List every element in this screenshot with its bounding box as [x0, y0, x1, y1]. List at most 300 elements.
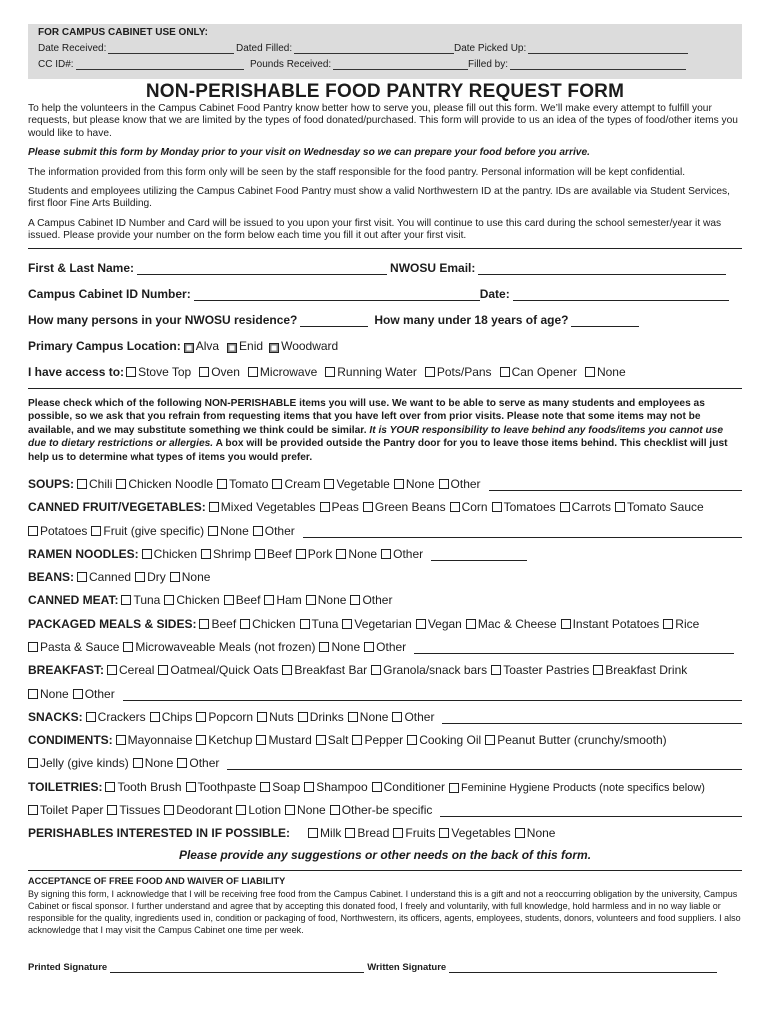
checklist-option	[123, 640, 315, 654]
checklist-option	[300, 617, 339, 631]
checkbox-ramen-pork[interactable]	[296, 549, 306, 559]
access-option	[126, 365, 191, 379]
checklist-option	[256, 733, 311, 747]
checkbox-perishables-fruits[interactable]	[393, 828, 403, 838]
checkbox-condiments-cooking-oil[interactable]	[407, 735, 417, 745]
checklist-option	[282, 663, 367, 677]
date-received-field[interactable]	[108, 45, 234, 54]
checklist-option	[28, 756, 129, 770]
option-label: Other	[362, 593, 393, 608]
checkbox-condiments-ketchup[interactable]	[196, 735, 206, 745]
checkbox-breakfast-breakfast-drink[interactable]	[593, 665, 603, 675]
checklist-option	[308, 826, 341, 840]
option-label: Chips	[161, 709, 193, 724]
filled-by-field[interactable]	[510, 61, 686, 70]
checkbox-snacks-chips[interactable]	[150, 712, 160, 722]
checklist-option	[224, 593, 261, 607]
checkbox-perishables-milk[interactable]	[308, 828, 318, 838]
checkbox-condiments-jelly-give-kinds[interactable]	[28, 758, 38, 768]
checkbox-snacks-drinks[interactable]	[298, 712, 308, 722]
under18-label: How many under 18 years of age?	[374, 312, 569, 327]
pounds-received-field[interactable]	[333, 61, 468, 70]
checkbox-canned-meat-tuna[interactable]	[121, 595, 131, 605]
other-specify-field[interactable]	[489, 479, 742, 491]
access-row	[28, 353, 742, 379]
checkbox-condiments-pepper[interactable]	[352, 735, 362, 745]
checklist-option	[253, 524, 295, 538]
checkbox-beans-canned[interactable]	[77, 572, 87, 582]
option-label: None	[181, 570, 211, 585]
option-label: Other	[264, 523, 295, 538]
location-alva: Alva	[195, 338, 220, 353]
checklist-option	[77, 570, 131, 584]
category-label-canned-fruit: CANNED FRUIT/VEGETABLES:	[28, 500, 206, 515]
checkbox-ramen-shrimp[interactable]	[201, 549, 211, 559]
option-label: Pasta & Sauce	[40, 640, 120, 654]
checkbox-snacks-none[interactable]	[348, 712, 358, 722]
office-use-box	[28, 24, 742, 79]
checkbox-canned-fruit-fruit-give-specific[interactable]	[91, 526, 101, 536]
checklist-row-breakfast	[28, 654, 742, 677]
checklist-option	[515, 826, 556, 840]
checklist-option	[593, 663, 687, 677]
checkbox-canned-fruit-mixed-vegetables[interactable]	[209, 502, 219, 512]
access-option	[500, 365, 577, 379]
checkbox-packaged-pasta-sauce[interactable]	[28, 642, 38, 652]
access-option	[199, 365, 240, 379]
access-option	[585, 365, 626, 379]
checklist-option	[316, 733, 349, 747]
signature-row	[28, 962, 742, 973]
checklist-row-snacks	[28, 701, 742, 724]
option-label: Mixed Vegetables	[220, 500, 316, 515]
divider	[28, 388, 742, 389]
option-label: Bread	[357, 826, 390, 841]
checkbox-condiments-none[interactable]	[133, 758, 143, 768]
option-label: Other	[84, 686, 115, 701]
checkbox-soups-tomato[interactable]	[217, 479, 227, 489]
other-specify-field[interactable]	[227, 758, 742, 770]
option-label: Instant Potatoes	[572, 616, 660, 631]
option-label: Chicken	[252, 616, 296, 631]
option-label: Feminine Hygiene Products (note specifics below)	[461, 781, 705, 794]
checklist-option	[142, 547, 197, 561]
option-label: Tomatoes	[503, 500, 556, 515]
checkbox-breakfast-breakfast-bar[interactable]	[282, 665, 292, 675]
checkbox-toiletries-soap[interactable]	[260, 782, 270, 792]
checklist-option	[439, 477, 481, 491]
checkbox-toiletries-none[interactable]	[285, 805, 295, 815]
checklist-option	[350, 593, 392, 607]
cabinet-id-field[interactable]	[194, 289, 480, 301]
office-use-heading: FOR CAMPUS CABINET USE ONLY:	[38, 27, 209, 38]
option-label: Microwaveable Meals (not frozen)	[135, 640, 316, 654]
location-woodward: Woodward	[281, 338, 339, 353]
checkbox-packaged-chicken[interactable]	[240, 619, 250, 629]
option-label: Drinks	[309, 709, 344, 724]
option-label: Toothpaste	[197, 779, 257, 794]
checkbox-packaged-none[interactable]	[319, 642, 329, 652]
checkbox-soups-chili[interactable]	[77, 479, 87, 489]
checkbox-microwave[interactable]	[248, 367, 258, 377]
access-option-label: Stove Top	[138, 364, 192, 379]
option-label: Other-be specific	[341, 803, 433, 818]
option-label: Tomato Sauce	[626, 500, 704, 515]
option-label: Green Beans	[374, 500, 446, 515]
checklist-option	[257, 710, 294, 724]
checklist-option	[186, 780, 257, 794]
checklist-row-beans	[28, 561, 742, 584]
checklist-row-soups	[28, 468, 742, 491]
checkbox-ramen-chicken[interactable]	[142, 549, 152, 559]
deadline-note: Please submit this form by Monday prior to your visit on Wednesday so we can prepare your food before you arrive.	[28, 147, 590, 159]
option-label: None	[331, 640, 361, 654]
other-specify-field[interactable]	[123, 689, 742, 701]
option-label: Carrots	[571, 500, 611, 515]
checkbox-perishables-none[interactable]	[515, 828, 525, 838]
checkbox-packaged-tuna[interactable]	[300, 619, 310, 629]
request-form	[28, 24, 742, 973]
checklist-option	[77, 477, 112, 491]
category-label-condiments: CONDIMENTS:	[28, 733, 113, 748]
checklist-option	[28, 640, 119, 654]
checklist-option	[177, 756, 219, 770]
checkbox-soups-chicken-noodle[interactable]	[116, 479, 126, 489]
filled-by-label: Filled by:	[468, 59, 509, 70]
email-field[interactable]	[478, 263, 726, 275]
checklist-option	[199, 617, 236, 631]
checkbox-condiments-salt[interactable]	[316, 735, 326, 745]
checkbox-packaged-microwaveable-meals-not-frozen[interactable]	[123, 642, 133, 652]
checklist-option	[466, 617, 557, 631]
checkbox-breakfast-granola-snack-bars[interactable]	[371, 665, 381, 675]
option-label: Toilet Paper	[40, 803, 104, 818]
location-enid: Enid	[239, 338, 264, 353]
checkbox-toiletries-toilet-paper[interactable]	[28, 805, 38, 815]
checkbox-canned-meat-ham[interactable]	[264, 595, 274, 605]
category-label-beans: BEANS:	[28, 570, 75, 585]
checklist-option	[133, 756, 174, 770]
checkbox-condiments-mayonnaise[interactable]	[116, 735, 126, 745]
option-label: Dry	[147, 570, 166, 585]
category-label-breakfast: BREAKFAST:	[28, 663, 105, 678]
other-specify-field[interactable]	[414, 642, 734, 654]
option-label: Cream	[284, 476, 321, 491]
checklist-option	[164, 803, 232, 817]
checkbox-pots-pans[interactable]	[425, 367, 435, 377]
email-label: NWOSU Email:	[390, 260, 476, 275]
instructions-part3: A box will be provided outside the Pantry door for you to leave those items behind. This checklist will just help us to determine what types of items you would prefer.	[28, 438, 728, 464]
checklist-option	[73, 687, 115, 701]
option-label: Corn	[461, 500, 488, 515]
checkbox-canned-fruit-tomato-sauce[interactable]	[615, 502, 625, 512]
checklist-option	[372, 780, 445, 794]
date-field[interactable]	[513, 289, 729, 301]
option-label: Vegetable	[336, 476, 390, 491]
checkbox-soups-none[interactable]	[394, 479, 404, 489]
option-label: Breakfast Drink	[605, 663, 688, 678]
checkbox-enid[interactable]	[227, 343, 237, 353]
checkbox-packaged-instant-potatoes[interactable]	[561, 619, 571, 629]
checkbox-canned-meat-beef[interactable]	[224, 595, 234, 605]
cc-id-label: CC ID#:	[38, 59, 74, 70]
checkbox-condiments-peanut-butter-crunchy-smooth[interactable]	[485, 735, 495, 745]
checkbox-condiments-other[interactable]	[177, 758, 187, 768]
checkbox-oven[interactable]	[199, 367, 209, 377]
other-specify-field[interactable]	[440, 805, 742, 817]
checklist-option	[439, 826, 510, 840]
checklist-option	[352, 733, 403, 747]
option-label: Tomato	[229, 476, 269, 491]
checklist-option	[107, 663, 154, 677]
option-label: Tuna	[311, 616, 339, 631]
category-label-toiletries: TOILETRIES:	[28, 779, 103, 794]
checkbox-snacks-nuts[interactable]	[257, 712, 267, 722]
checklist-option	[381, 547, 423, 561]
option-label: None	[220, 523, 249, 538]
option-label: Granola/snack bars	[383, 663, 488, 678]
category-label-snacks: SNACKS:	[28, 709, 83, 724]
checkbox-ramen-other[interactable]	[381, 549, 391, 559]
option-label: Tuna	[133, 593, 161, 608]
checklist-option	[450, 500, 488, 514]
waiver-heading: ACCEPTANCE OF FREE FOOD AND WAIVER OF LIABILITY	[28, 876, 286, 887]
intro-paragraph: To help the volunteers in the Campus Cabinet Food Pantry know better how to serve you, please fill out this form. We’ll make every attempt to fulfill your requests, but please know that we are limited by the types of food donated/purchased. This form will provide to us an idea of the types of food/other items you would like to have.	[28, 103, 738, 139]
checkbox-toiletries-deodorant[interactable]	[164, 805, 174, 815]
checkbox-soups-cream[interactable]	[272, 479, 282, 489]
checklist-option	[196, 733, 252, 747]
pounds-received-label: Pounds Received:	[250, 59, 332, 70]
checkbox-packaged-vegetarian[interactable]	[342, 619, 352, 629]
checkbox-beans-dry[interactable]	[135, 572, 145, 582]
waiver-text: By signing this form, I acknowledge that I will be receiving free food from the Campus Cabinet. I understand this is a gift and not a reoccurring obligation by the university, Campus Cabinet or fiscal sponsor. I further understand and agree that by accepting this donated food, I freely and voluntarily, with full knowledge, hold harmless and in no way liable or responsible for the quality, ingredients used in, condition or packaging of food, Northwestern, its officers, agents, employees, students, donors, volunteers and food suppliers. I also acknowledge that I may visit the Campus Cabinet one time per week.	[28, 888, 741, 936]
checklist-option	[492, 500, 556, 514]
checklist-option	[164, 593, 219, 607]
other-specify-field[interactable]	[431, 549, 527, 561]
checkbox-toiletries-tooth-brush[interactable]	[105, 782, 115, 792]
checkbox-woodward[interactable]	[269, 343, 279, 353]
checkbox-canned-fruit-tomatoes[interactable]	[492, 502, 502, 512]
item-checklist	[28, 468, 742, 841]
printed-signature-label: Printed Signature	[28, 962, 108, 974]
checkbox-canned-fruit-none[interactable]	[208, 526, 218, 536]
option-label: Nuts	[269, 709, 294, 724]
option-label: Other	[376, 640, 407, 654]
checklist-option	[491, 663, 589, 677]
instructions	[28, 397, 742, 465]
option-label: Soap	[272, 779, 301, 794]
checklist-option	[285, 803, 326, 817]
checklist-option	[170, 570, 211, 584]
checkbox-breakfast-oatmeal-quick-oats[interactable]	[158, 665, 168, 675]
cc-id-field[interactable]	[76, 61, 244, 70]
id-note: Students and employees utilizing the Campus Cabinet Food Pantry must show a valid Northwestern ID at the pantry. IDs are available via Student Services, first floor Fine Arts Building.	[28, 186, 730, 210]
checkbox-packaged-rice[interactable]	[663, 619, 673, 629]
checkbox-breakfast-none[interactable]	[28, 689, 38, 699]
access-option-label: Microwave	[259, 364, 318, 379]
category-label-packaged: PACKAGED MEALS & SIDES:	[28, 616, 197, 631]
dated-filled-field[interactable]	[294, 45, 454, 54]
checkbox-condiments-mustard[interactable]	[256, 735, 266, 745]
option-label: Conditioner	[383, 779, 445, 794]
checklist-option	[663, 617, 699, 631]
option-label: Peas	[331, 500, 359, 515]
checkbox-breakfast-cereal[interactable]	[107, 665, 117, 675]
option-label: Peanut Butter (crunchy/smooth)	[497, 733, 667, 748]
persons-field[interactable]	[300, 315, 368, 327]
checklist-option	[371, 663, 487, 677]
checklist-option	[208, 524, 249, 538]
option-label: Vegan	[427, 616, 462, 631]
option-label: None	[348, 546, 378, 561]
checklist-row-packaged	[28, 607, 742, 630]
checklist-option	[209, 500, 316, 514]
checkbox-breakfast-toaster-pastries[interactable]	[491, 665, 501, 675]
checklist-option	[449, 782, 705, 794]
checklist-option	[485, 733, 666, 747]
checklist-option	[394, 477, 435, 491]
option-label: None	[40, 686, 69, 701]
checkbox-toiletries-conditioner[interactable]	[372, 782, 382, 792]
printed-signature-field[interactable]	[110, 963, 364, 973]
checkbox-canned-fruit-green-beans[interactable]	[363, 502, 373, 512]
instructions-part2: It is YOUR responsibility to leave behind any foods/items you cannot use due to dietary restrictions or allergies.	[28, 424, 724, 450]
option-label: Vegetables	[451, 826, 511, 841]
option-label: Toaster Pastries	[503, 663, 590, 678]
access-option	[248, 365, 317, 379]
checklist-row-canned-meat	[28, 584, 742, 607]
cabinet-id-label: Campus Cabinet ID Number:	[28, 286, 191, 301]
option-label: Canned	[89, 570, 132, 585]
option-label: Deodorant	[176, 803, 233, 818]
checkbox-ramen-none[interactable]	[336, 549, 346, 559]
checklist-row-canned-fruit	[28, 514, 742, 537]
option-label: Chili	[89, 476, 113, 491]
checklist-option	[416, 617, 462, 631]
checkbox-perishables-bread[interactable]	[345, 828, 355, 838]
option-label: Mustard	[268, 733, 312, 748]
option-label: Chicken	[176, 593, 220, 608]
checklist-row-ramen	[28, 538, 742, 561]
checkbox-canned-fruit-other[interactable]	[253, 526, 263, 536]
option-label: Cooking Oil	[419, 733, 482, 748]
written-signature-field[interactable]	[449, 963, 717, 973]
name-field[interactable]	[137, 263, 387, 275]
checkbox-packaged-other[interactable]	[364, 642, 374, 652]
checkbox-perishables-vegetables[interactable]	[439, 828, 449, 838]
option-label: Fruit (give specific)	[103, 523, 205, 538]
under18-field[interactable]	[571, 315, 639, 327]
access-option-label: Running Water	[337, 364, 417, 379]
option-label: None	[405, 476, 435, 491]
checkbox-snacks-crackers[interactable]	[86, 712, 96, 722]
other-specify-field[interactable]	[442, 712, 742, 724]
checklist-option	[561, 617, 660, 631]
access-label: I have access to:	[28, 364, 125, 379]
checklist-option	[330, 803, 433, 817]
option-label: Jelly (give kinds)	[40, 756, 129, 771]
option-label: Other	[393, 546, 424, 561]
personal-info-section	[28, 249, 742, 379]
checkbox-beans-none[interactable]	[170, 572, 180, 582]
checklist-option	[150, 710, 193, 724]
checkbox-toiletries-lotion[interactable]	[236, 805, 246, 815]
checkbox-running-water[interactable]	[325, 367, 335, 377]
checklist-option	[364, 640, 406, 654]
checklist-option	[272, 477, 320, 491]
checkbox-canned-meat-other[interactable]	[350, 595, 360, 605]
checklist-option	[86, 710, 146, 724]
option-label: Shampoo	[316, 779, 368, 794]
checkbox-canned-meat-none[interactable]	[306, 595, 316, 605]
checkbox-canned-meat-chicken[interactable]	[164, 595, 174, 605]
checklist-row-toiletries	[28, 794, 742, 817]
checkbox-breakfast-other[interactable]	[73, 689, 83, 699]
checkbox-can-opener[interactable]	[500, 367, 510, 377]
checkbox-toiletries-other-be-specific[interactable]	[330, 805, 340, 815]
checkbox-canned-fruit-peas[interactable]	[320, 502, 330, 512]
option-label: Mac & Cheese	[477, 616, 557, 631]
checkbox-packaged-mac-cheese[interactable]	[466, 619, 476, 629]
checkbox-packaged-vegan[interactable]	[416, 619, 426, 629]
option-label: Beef	[267, 546, 292, 561]
option-label: None	[144, 756, 174, 771]
date-picked-up-field[interactable]	[528, 45, 688, 54]
checklist-option	[105, 780, 181, 794]
checkbox-toiletries-feminine-hygiene-products-note-specifics-below[interactable]	[449, 783, 459, 793]
checkbox-packaged-beef[interactable]	[199, 619, 209, 629]
checklist-option	[135, 570, 166, 584]
checkbox-snacks-other[interactable]	[392, 712, 402, 722]
option-label: Shrimp	[213, 546, 252, 561]
checkbox-toiletries-shampoo[interactable]	[304, 782, 314, 792]
written-signature-label: Written Signature	[367, 962, 447, 974]
checkbox-alva[interactable]	[184, 343, 194, 353]
checkbox-toiletries-toothpaste[interactable]	[186, 782, 196, 792]
option-label: Beef	[211, 616, 237, 631]
checklist-option	[240, 617, 295, 631]
checkbox-snacks-popcorn[interactable]	[196, 712, 206, 722]
option-label: Lotion	[248, 803, 282, 818]
option-label: Popcorn	[208, 709, 254, 724]
checkbox-canned-fruit-potatoes[interactable]	[28, 526, 38, 536]
location-label: Primary Campus Location:	[28, 338, 181, 353]
checkbox-canned-fruit-corn[interactable]	[450, 502, 460, 512]
access-option	[325, 365, 417, 379]
option-label: Breakfast Bar	[294, 663, 368, 678]
checkbox-ramen-beef[interactable]	[255, 549, 265, 559]
checkbox-soups-vegetable[interactable]	[324, 479, 334, 489]
option-label: Pepper	[364, 733, 404, 748]
checkbox-soups-other[interactable]	[439, 479, 449, 489]
checkbox-none[interactable]	[585, 367, 595, 377]
category-label-ramen: RAMEN NOODLES:	[28, 546, 139, 561]
checkbox-canned-fruit-carrots[interactable]	[560, 502, 570, 512]
checklist-row-perishables	[28, 817, 742, 840]
checklist-row-condiments	[28, 724, 742, 747]
category-label-canned-meat: CANNED MEAT:	[28, 593, 119, 608]
date-label: Date:	[479, 286, 510, 301]
checkbox-toiletries-tissues[interactable]	[107, 805, 117, 815]
access-option-label: Can Opener	[511, 364, 577, 379]
checklist-option	[298, 710, 344, 724]
checklist-option	[615, 500, 704, 514]
option-label: Beef	[235, 593, 261, 608]
other-specify-field[interactable]	[303, 526, 742, 538]
checkbox-stove-top[interactable]	[126, 367, 136, 377]
option-label: None	[359, 709, 389, 724]
checklist-option	[28, 687, 69, 701]
